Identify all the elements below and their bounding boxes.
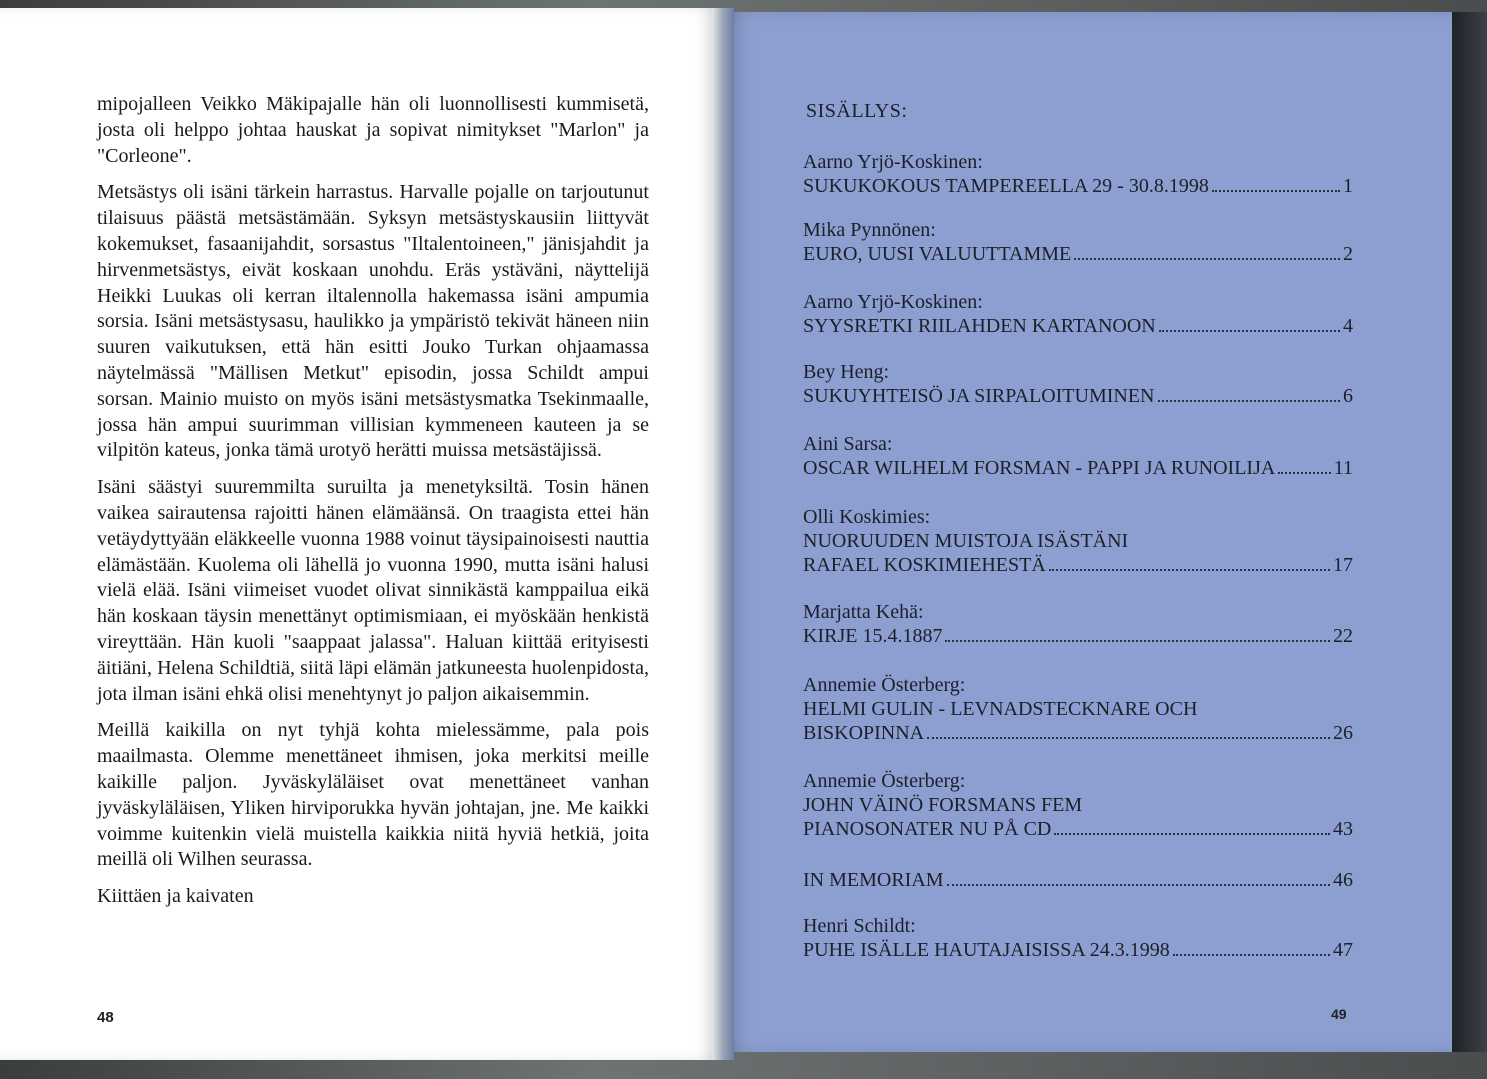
toc-article-title: KIRJE 15.4.1887	[803, 625, 943, 647]
paragraph: Meillä kaikilla on nyt tyhjä kohta mielessämme, pala pois maailmasta. Olemme menettäneet ihmisen, joka merkitsi meille kaikille paljon. Jyväskyläläiset ovat menettäneet vanhan jyväskyläläisen, Yliken hirviporukka hyvän johtajan, jne. Me kaikki voimme kuitenkin vielä muistella kaikkia niitä hyviä hetkiä, joita meillä oli Wilhen seurassa.	[97, 719, 649, 871]
toc-article-title: PUHE ISÄLLE HAUTAJAISISSA 24.3.1998	[803, 939, 1170, 961]
toc-title-line	[803, 793, 1353, 817]
toc-page-number: 17	[1333, 554, 1353, 576]
toc-author: Mika Pynnönen:	[803, 219, 936, 241]
toc-entry	[803, 290, 1353, 338]
toc-title-line	[803, 817, 1353, 841]
toc-entry	[803, 505, 1353, 577]
toc-entry	[803, 600, 1353, 648]
toc-page-number: 22	[1333, 625, 1353, 647]
toc-article-title: IN MEMORIAM	[803, 869, 944, 891]
toc-title-line	[803, 384, 1353, 408]
paragraph: Isäni säästyi suuremmilta suruilta ja menetyksiltä. Tosin hänen vaikea sairautensa rajoitti hänen elämäänsä. On traagista ettei hän vetäydyttyään eläkkeelle vuonna 1988 voinut täysipainoisesti nauttia elämästään. Kuolema oli lähellä jo vuonna 1990, mutta isäni halusi vielä elää. Isäni viimeiset vuodet olivat sinnikästä kamppailua eikä hän koskaan täysin menettänyt optimismiaan, ei myöskään henkistä vireyttään. Hän kuoli "saappaat jalassa". Haluan kiittää erityisesti äitiäni, Helena Schildtiä, siitä läpi elämän jatkuneesta huolenpidosta, jota ilman isäni ehkä olisi menehtynyt jo paljon aikaisemmin.	[97, 476, 649, 705]
dot-leader	[1173, 954, 1330, 956]
toc-title-line	[803, 553, 1353, 577]
toc-page-number: 43	[1333, 818, 1353, 840]
toc-author: Annemie Österberg:	[803, 770, 966, 792]
toc-title-line	[803, 456, 1353, 480]
book-gutter	[712, 8, 734, 1060]
body-text	[97, 92, 649, 921]
toc-title: SISÄLLYS:	[806, 100, 908, 122]
dot-leader	[1212, 190, 1340, 192]
toc-title-line	[803, 938, 1353, 962]
toc-title-line	[803, 529, 1353, 553]
toc-author: Annemie Österberg:	[803, 674, 966, 696]
toc-title-line	[803, 314, 1353, 338]
toc-article-title: RAFAEL KOSKIMIEHESTÄ	[803, 554, 1046, 576]
closing-line: Kiittäen ja kaivaten	[97, 885, 254, 908]
toc-entry	[803, 769, 1353, 841]
dot-leader	[1054, 833, 1330, 835]
toc-page-number: 11	[1333, 457, 1353, 479]
toc-page-number: 4	[1343, 315, 1353, 337]
toc-author: Aini Sarsa:	[803, 433, 893, 455]
toc-entry	[803, 868, 1353, 892]
toc-title-line	[803, 697, 1353, 721]
toc-entry	[803, 432, 1353, 480]
toc-page-number: 47	[1333, 939, 1353, 961]
dot-leader	[1278, 472, 1330, 474]
toc-article-title: JOHN VÄINÖ FORSMANS FEM	[803, 794, 1083, 816]
toc-article-title: EURO, UUSI VALUUTTAMME	[803, 243, 1072, 265]
toc-article-title: PIANOSONATER NU PÅ CD	[803, 818, 1052, 840]
toc-page-number: 46	[1333, 869, 1353, 891]
page-number-right: 49	[1331, 1006, 1347, 1022]
toc-page-number: 1	[1343, 175, 1353, 197]
toc-author: Marjatta Kehä:	[803, 601, 924, 623]
toc-article-title: SUKUYHTEISÖ JA SIRPALOITUMINEN	[803, 385, 1155, 407]
toc-title-line	[803, 242, 1353, 266]
toc-article-title: HELMI GULIN - LEVNADSTECKNARE OCH	[803, 698, 1198, 720]
toc-author: Aarno Yrjö-Koskinen:	[803, 151, 983, 173]
toc-title-line	[803, 868, 1353, 892]
toc-title-line	[803, 174, 1353, 198]
toc-article-title: NUORUUDEN MUISTOJA ISÄSTÄNI	[803, 530, 1129, 552]
dot-leader	[1049, 569, 1330, 571]
book-cover-edge	[1452, 12, 1487, 1052]
toc-author: Bey Heng:	[803, 361, 890, 383]
toc-author: Henri Schildt:	[803, 915, 916, 937]
toc-entry	[803, 218, 1353, 266]
toc-entry	[803, 150, 1353, 198]
dot-leader	[927, 737, 1330, 739]
paragraph: mipojalleen Veikko Mäkipajalle hän oli luonnollisesti kummisetä, josta oli helppo johtaa hauskat ja sopivat nimitykset "Marlon" ja "Corleone".	[97, 93, 649, 167]
dot-leader	[1159, 330, 1340, 332]
toc-entry	[803, 914, 1353, 962]
toc-title-line	[803, 721, 1353, 745]
toc-author: Aarno Yrjö-Koskinen:	[803, 291, 983, 313]
toc-page-number: 6	[1343, 385, 1353, 407]
toc-article-title: SYYSRETKI RIILAHDEN KARTANOON	[803, 315, 1156, 337]
toc-article-title: BISKOPINNA	[803, 722, 925, 744]
dot-leader	[1074, 258, 1340, 260]
toc-title-line	[803, 624, 1353, 648]
toc-article-title: SUKUKOKOUS TAMPEREELLA 29 - 30.8.1998	[803, 175, 1209, 197]
toc-page-number: 2	[1343, 243, 1353, 265]
page-number-left: 48	[97, 1009, 114, 1026]
toc-article-title: OSCAR WILHELM FORSMAN - PAPPI JA RUNOILIJA	[803, 457, 1276, 479]
toc-page-number: 26	[1333, 722, 1353, 744]
dot-leader	[1158, 400, 1340, 402]
dot-leader	[945, 640, 1330, 642]
left-page	[0, 8, 722, 1060]
dot-leader	[947, 884, 1330, 886]
toc-entry	[803, 360, 1353, 408]
toc-author: Olli Koskimies:	[803, 506, 931, 528]
paragraph: Metsästys oli isäni tärkein harrastus. Harvalle pojalle on tarjoutunut tilaisuus päästä metsästämään. Syksyn metsästyskausiin liittyvät kokemukset, fasaanijahdit, sorsastus "Iltalentoineen," jänisjahdit ja hirvenmetsästys, eivät koskaan unohdu. Eräs ystäväni, näyttelijä Heikki Luukas oli kerran iltalennolla hakemassa isäni ampumia sorsia. Isäni metsästysasu, haulikko ja ympäristö tekivät häneen niin suuren vaikutuksen, että hän esitti Jouko Turkan ohjaamassa näytelmässä "Mällisen Metkut" episodin, jossa Schildt ampui sorsan. Mainio muisto on myös isäni metsästysmatka Tsekinmaalle, jossa hän ampui suurimman villisian kymmeneen kauteen ja se vilpitön kateus, jonka tämä urotyö herätti muissa metsästäjissä.	[97, 181, 649, 462]
toc-entry	[803, 673, 1353, 745]
